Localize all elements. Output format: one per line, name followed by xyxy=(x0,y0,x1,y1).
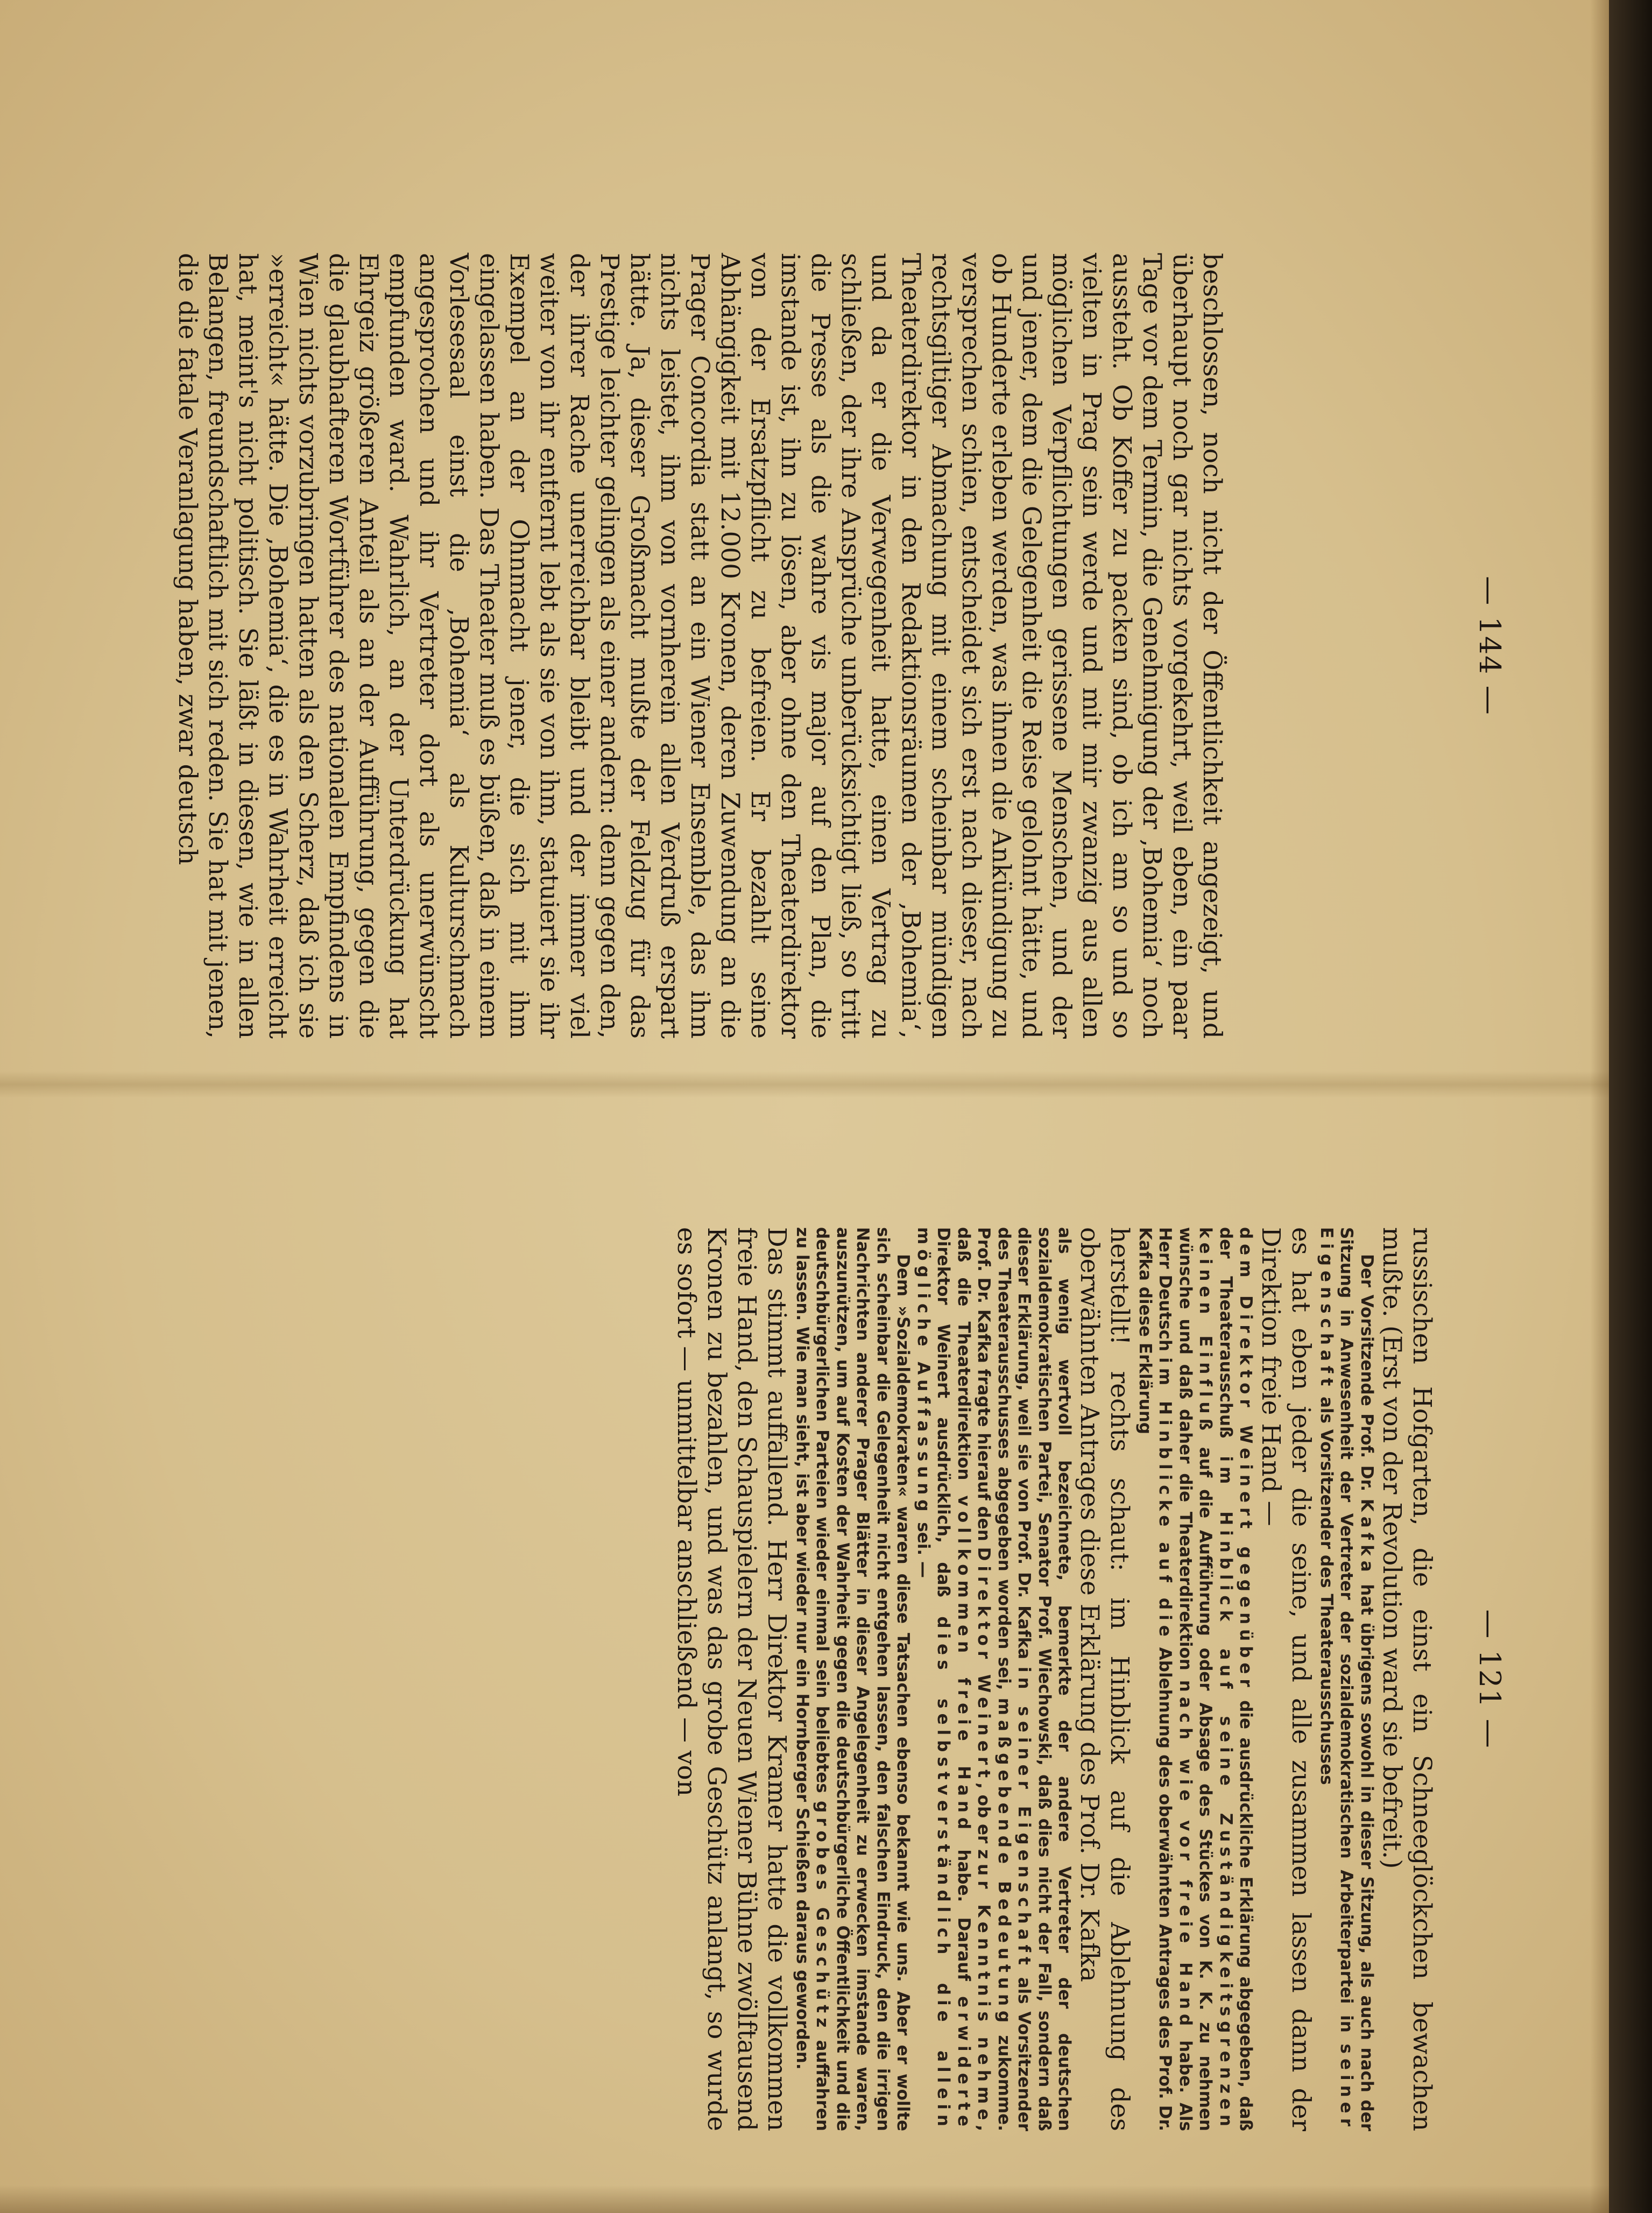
text-span: die ausdrückliche Erklärung abgegeben, daß der Theaterausschuß xyxy=(1216,1227,1256,2131)
text-span: Ablehnung des oberwähnten Antrages des Prof. Dr. Kafka diese Erklärung xyxy=(1135,1227,1175,2131)
quoted-small-text xyxy=(1316,1227,1377,2131)
quoted-small-text xyxy=(792,1227,913,2131)
spaced-text: Direktor Weinert xyxy=(974,1547,994,1783)
paragraph: es hat eben jeder die seine, und alle zusammen lassen dann der Direktion freie Hand — xyxy=(1256,1227,1316,2131)
paragraph: russischen Hofgarten, die einst ein Schneeglöckchen bewachen mußte. (Erst von der Revolution ward sie befreit.) xyxy=(1377,1227,1437,2131)
quoted-small-text xyxy=(1135,1227,1256,2131)
spaced-text: im Hinblicke auf die xyxy=(1155,1357,1175,1641)
page-144-body xyxy=(172,253,1227,1039)
spaced-text: in seiner Eigenschaft xyxy=(1014,1666,1034,1970)
page-edge-shade xyxy=(1590,0,1612,2213)
spaced-text: grobes Geschütz xyxy=(813,1801,832,2033)
text-span: , ob er xyxy=(974,1782,994,1844)
page-144 xyxy=(173,253,1507,1039)
spaced-text: dies selbstverständlich die allein mögliche Auffassung xyxy=(914,1227,954,2132)
text-span: als Vorsitzender des Theaterausschusses abgegeben worden sei, xyxy=(994,1227,1034,2131)
page-number-144: — 144 — xyxy=(1473,576,1507,716)
page-121-body xyxy=(672,1227,1437,2131)
text-span: auf die Aufführung oder Absage des Stückes von K. K. zu nehmen wünsche und daß daher die Theaterdirektion xyxy=(1176,1227,1216,2131)
spaced-text: zur Kenntnis nehme xyxy=(974,1849,994,2125)
quoted-small-text xyxy=(913,1227,1075,2131)
paragraph: Das stimmt auffallend. Herr Direktor Kramer hatte die vollkommen freie Hand, den Schauspielern der Neuen Wiener Bühne zwölftausend Kronen zu bezahlen, und was das grobe Geschütz anlangt, so wurde es sofort — unmittelbar anschließend — von xyxy=(672,1227,792,2131)
spaced-text: maßgebende Bedeutung xyxy=(994,1697,1014,2028)
text-span: habe. Als Herr Deutsch xyxy=(1155,1227,1195,2132)
page-fold-shadow xyxy=(0,1071,1609,1098)
text-span: als wenig wertvoll bezeichnete, bemerkte der andere Vertreter der deutschen sozialdemokratischen Partei, Senator Prof. Wiechowski, daß dies nicht der Fall, sondern daß dieser Erklärung, weil sie von Prof. Dr. Kafka xyxy=(1014,1227,1075,2131)
text-span: auffahren zu lassen. Wie man sieht, ist aber wieder nur ein Hornberger Schießen daraus geworden. xyxy=(793,1227,832,2131)
page-bottom-shade xyxy=(0,2185,1609,2213)
spaced-text: dem Direktor Weinert gegenüber xyxy=(1236,1227,1256,1692)
text-span: Direktor Weinert ausdrücklich, daß xyxy=(934,1227,954,1597)
text-span: , daß die Theaterdirektion xyxy=(954,1227,994,2132)
spaced-text: seiner Eigenschaft xyxy=(1317,1227,1357,2131)
spaced-text: nach wie vor freie Hand xyxy=(1176,1680,1195,2031)
text-span: habe. Darauf xyxy=(954,1849,973,1981)
text-span: hat übrigens sowohl in dieser Sitzung, als auch nach der Sitzung in Anwesenheit der Vertreter der sozialdemokratischen Arbeiterpartei in xyxy=(1337,1227,1376,2132)
page-121 xyxy=(199,1227,1507,2131)
spaced-text: im Hinblick auf seine Zuständigkeitsgrenzen keinen Einfluß xyxy=(1196,1227,1236,2131)
spaced-text: erwiderte xyxy=(954,1996,973,2132)
text-span: sei. — xyxy=(914,1522,933,1578)
text-span: zukomme. Prof. Dr. Kafka fragte hierauf den xyxy=(974,1227,1014,2131)
paragraph: herstellt! rechts schaut: im Hinblick auf die Ablehnung des oberwähnten Antrages diese Erklärung des Prof. Dr. Kafka xyxy=(1075,1227,1135,2131)
text-span: Der Vorsitzende Prof. Dr. xyxy=(1357,1254,1376,1492)
text-span: Dem »Sozialdemokraten« waren diese Tatsachen ebenso bekannt wie uns. Aber er wollte sich scheinbar die Gelegenheit nicht entgehen lassen, den falschen Eindruck, den die irrigen Nachrichten anderer Prager Blätter in dieser Angelegenheit zu erwecken imstande waren, auszunützen, um auf Kosten der Wahrheit gegen die deutschbürgerliche Öffentlichkeit und die deutschbürgerlichen Parteien wieder einmal sein beliebtes xyxy=(813,1227,913,2131)
text-span: als Vorsitzender des Theaterausschusses xyxy=(1317,1397,1336,1785)
spaced-text: vollkommen freie Hand xyxy=(954,1495,973,1835)
scanner-edge xyxy=(1609,0,1652,2213)
page-number-121: — 121 — xyxy=(1473,1609,1507,1749)
paragraph: beschlossen, noch nicht der Öffentlichkeit angezeigt, und überhaupt noch gar nichts vorgekehrt, weil eben, ein paar Tage vor dem Termin, die Genehmigung der ‚Bohemia‘ noch aussteht. Ob Koffer zu packen sind, ob ich am so und so vielten in Prag sein werde und mit mir zwanzig aus allen möglichen Verpflichtungen gerissene Menschen, und der und jener, dem die Gelegenheit die Reise gelohnt hätte, und ob Hunderte erleben werden, was ihnen die Ankündigung zu versprechen schien, entscheidet sich erst nach dieser, nach rechtsgiltiger Abmachung mit einem scheinbar mündigen Theaterdirektor in den Redaktionsräumen der ‚Bohemia‘, und da er die Verwegenheit hatte, einen Vertrag zu schließen, der ihre Ansprüche unberücksichtigt ließ, so tritt die Presse als die wahre vis major auf den Plan, die imstande ist, ihn zu lösen, aber ohne den Theaterdirektor von der Ersatzpflicht zu befreien. Er bezahlt seine Abhängigkeit mit 12.000 Kronen, deren Zuwendung an die Prager Concordia statt an ein Wiener Ensemble, das ihm nichts leistet, ihm von vornherein allen Verdruß erspart hätte. Ja, dieser Großmacht mußte der Feldzug für das Prestige leichter gelingen als einer andern: denn gegen den, der ihrer Rache unerreichbar bleibt und der immer viel weiter von ihr entfernt lebt als sie von ihm, statuiert sie ihr Exempel an der Ohnmacht jener, die sich mit ihm eingelassen haben. Das Theater muß es büßen, daß in einem Vorlesesaal einst die ‚Bohemia‘ als Kulturschmach angesprochen und ihr Vertreter dort als unerwünscht empfunden ward. Wahrlich, an der Unterdrückung hat Ehrgeiz größeren Anteil als an der Aufführung, gegen die die glaubhafteren Wortführer des nationalen Empfindens in Wien nichts vorzubringen hatten als den Scherz, daß ich sie »erreicht« hätte. Die ‚Bohemia‘, die es in Wahrheit erreicht hat, meint's nicht politisch. Sie läßt in diesen, wie in allen Belangen, freundschaftlich mit sich reden. Sie hat mit jenen, die die fatale Veranlagung haben, zwar deutsch xyxy=(173,253,1227,1039)
spaced-text: Kafka xyxy=(1357,1498,1376,1577)
